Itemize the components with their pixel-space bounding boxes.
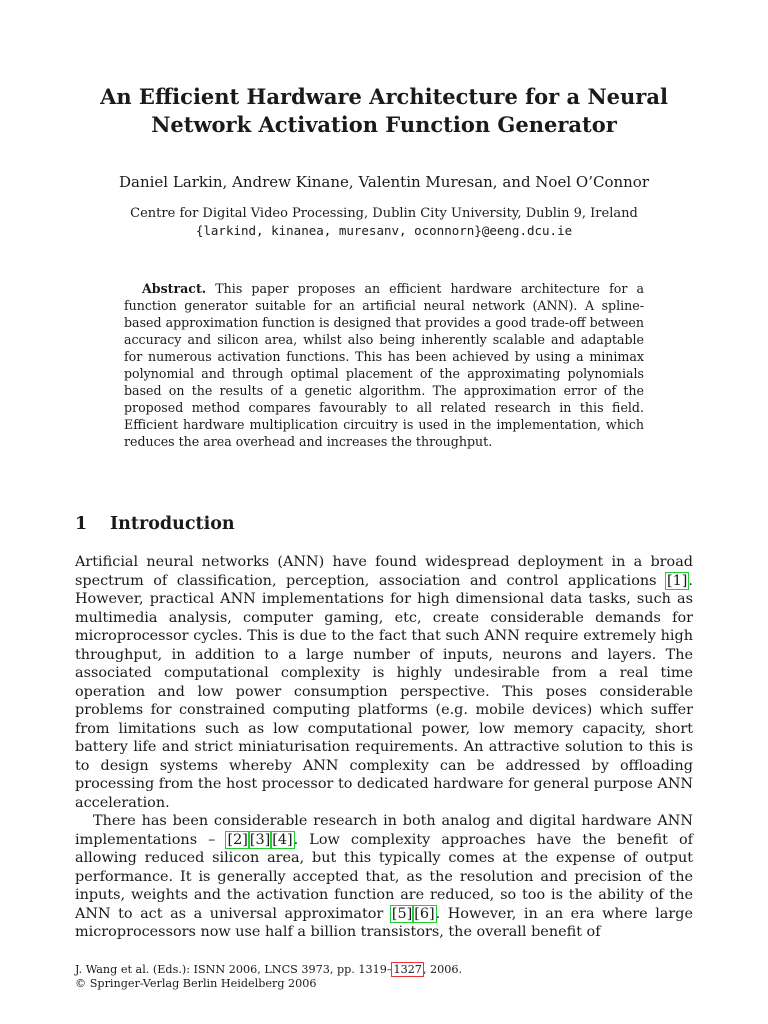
page-range-link[interactable]: 1327 [393,963,422,976]
paragraph-2-text: There has been considerable research in both analog and digital hardware ANN implementations – [75,813,693,848]
copyright-footer [75,963,462,991]
body-text [75,553,693,942]
paragraph-1-rest: . However, practical ANN implementations for high dimensional data tasks, such as multimedia analysis, computer gaming, etc, create considerable demands for microprocessor cycles. This is due to the fact that such ANN require extremely high throughput, in addition to a large number of inputs, neurons and layers. The associated computational complexity is highly undesirable from a real time operation and low power consumption perspective. This poses considerable problems for constrained computing platforms (e.g. mobile devices) which suffer from limitations such as low computational power, low memory capacity, short battery life and strict miniaturisation requirements. An attractive solution to this is to design systems whereby ANN complexity can be addressed by offloading processing from the host processor to dedicated hardware for general purpose ANN acceleration. [75,572,693,811]
paragraph-2-mid: . Low complexity approaches have the benefit of allowing reduced silicon area, but this typically comes at the expense of output performance. It is generally accepted that, as the resolution and precision of the inputs, weights and the activation function are reduced, so too is the ability of the ANN to act as a universal approximator [75,831,693,922]
paragraph-1 [75,553,693,812]
abstract-text: This paper proposes an efficient hardware architecture for a function generator suitable for an artificial neural network (ANN). A spline-based approximation function is designed that provides a good trade-off between accuracy and silicon area, whilst also being inherently scalable and adaptable for numerous activation functions. This has been achieved by using a minimax polynomial and through optimal placement of the approximating polynomials based on the results of a genetic algorithm. The approximation error of the proposed method compares favourably to all related research in this field. Efficient hardware multiplication circuitry is used in the implementation, which reduces the area overhead and increases the throughput. [124,281,644,449]
title-line-1: An Efficient Hardware Architecture for a Neural [100,84,668,109]
citation-link-2[interactable]: [2] [227,831,248,848]
footer-citation-end: , 2006. [422,963,463,976]
abstract [124,280,644,450]
section-heading [75,512,235,536]
author-list: Daniel Larkin, Andrew Kinane, Valentin Muresan, and Noel O’Connor [118,173,650,191]
footer-citation-text: J. Wang et al. (Eds.): ISNN 2006, LNCS 3973, pp. 1319– [75,963,393,976]
citation-link-5[interactable]: [5] [391,905,413,922]
paragraph-1-text: Artificial neural networks (ANN) have found widespread deployment in a broad spectrum of classification, perception, association and control applications [75,554,693,589]
affiliation: Centre for Digital Video Processing, Dublin City University, Dublin 9, Ireland [130,206,638,221]
section-title: Introduction [110,514,235,534]
citation-link-3[interactable]: [3] [249,831,271,848]
paragraph-2 [75,812,693,942]
citation-link-1[interactable]: [1] [667,572,688,589]
author-emails: {larkind, kinanea, muresanv, oconnorn}@eeng.dcu.ie [195,223,573,238]
footer-citation [75,963,462,977]
citation-link-4[interactable]: [4] [272,831,293,848]
paper-title [40,83,728,139]
paragraph-2-rest: . However, in an era where large microprocessors now use half a billion transistors, the overall benefit of [75,905,693,940]
section-number: 1 [75,514,88,534]
citation-link-6[interactable]: [6] [414,905,435,922]
footer-copyright: © Springer-Verlag Berlin Heidelberg 2006 [75,977,317,990]
abstract-label: Abstract. [142,281,207,296]
title-line-2: Network Activation Function Generator [151,112,617,137]
